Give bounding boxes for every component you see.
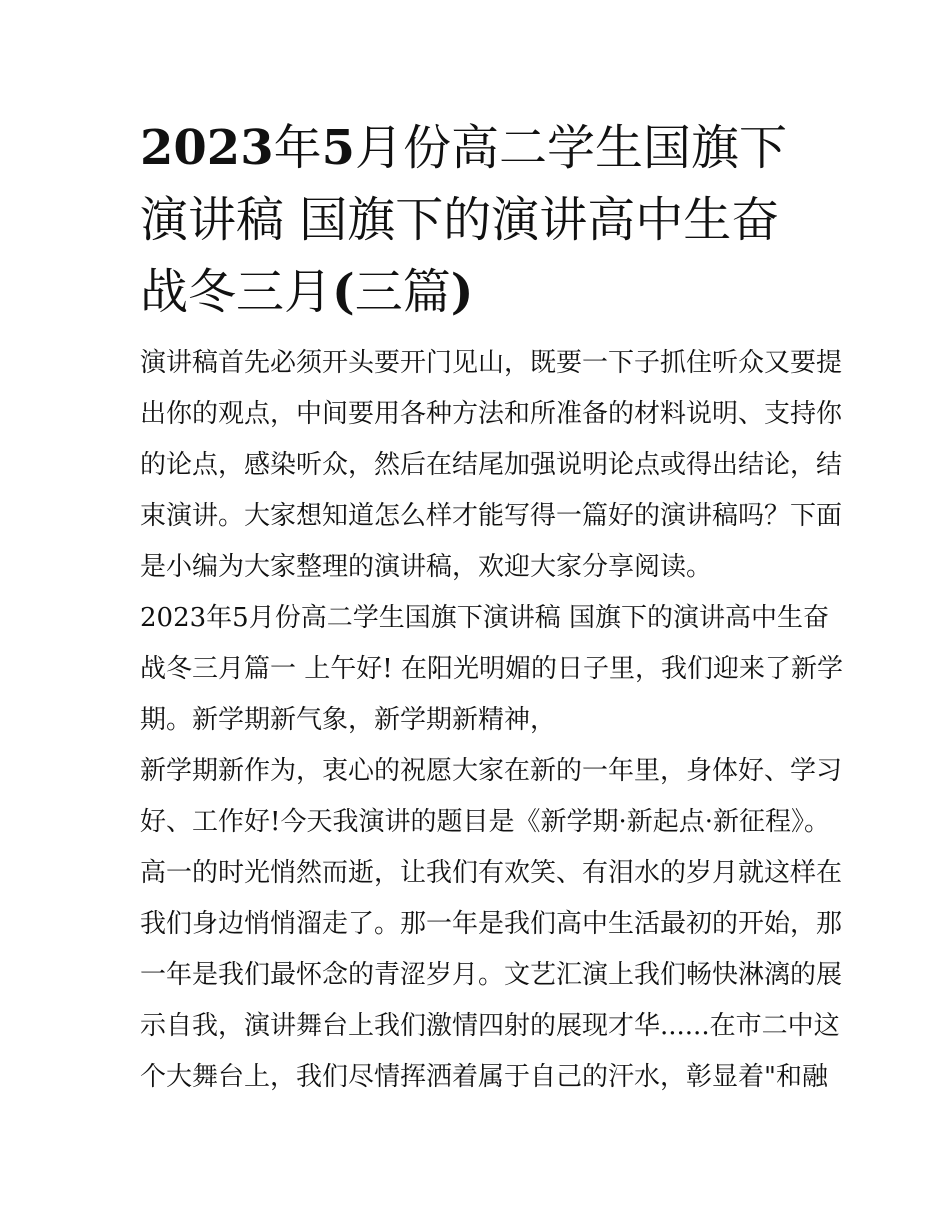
- body-line: 高一的时光悄然而逝，让我们有欢笑、有泪水的岁月就这样在: [140, 858, 843, 888]
- body-line: 一年是我们最怀念的青涩岁月。文艺汇演上我们畅快淋漓的展: [140, 960, 843, 990]
- body-line: 2023年5月份高二学生国旗下演讲稿 国旗下的演讲高中生奋: [140, 603, 829, 633]
- body-line: 演讲稿首先必须开头要开门见山，既要一下子抓住听众又要提: [140, 348, 843, 378]
- body-line: 出你的观点，中间要用各种方法和所准备的材料说明、支持你: [140, 399, 843, 429]
- title-line-2: 演讲稿 国旗下的演讲高中生奋: [140, 192, 780, 248]
- body-line: 束演讲。大家想知道怎么样才能写得一篇好的演讲稿吗？下面: [140, 501, 843, 531]
- body-line: 个大舞台上，我们尽情挥洒着属于自己的汗水，彰显着"和融: [140, 1062, 828, 1092]
- body-line: 是小编为大家整理的演讲稿，欢迎大家分享阅读。: [140, 552, 713, 582]
- document-title: [140, 112, 816, 328]
- title-line-1: 2023年5月份高二学生国旗下: [140, 120, 788, 176]
- body-line: 战冬三月篇一 上午好! 在阳光明媚的日子里，我们迎来了新学: [140, 654, 843, 684]
- body-line: 示自我，演讲舞台上我们激情四射的展现才华......在市二中这: [140, 1011, 840, 1041]
- document-page: [140, 112, 843, 1103]
- body-line: 好、工作好!今天我演讲的题目是《新学期·新起点·新征程》。: [140, 807, 830, 837]
- body-line: 我们身边悄悄溜走了。那一年是我们高中生活最初的开始，那: [140, 909, 843, 939]
- body-line: 的论点，感染听众，然后在结尾加强说明论点或得出结论，结: [140, 450, 843, 480]
- title-line-3: 战冬三月(三篇): [140, 264, 474, 320]
- body-line: 期。新学期新气象，新学期新精神，: [140, 705, 557, 735]
- document-body: [140, 338, 843, 1103]
- body-line: 新学期新作为，衷心的祝愿大家在新的一年里，身体好、学习: [140, 756, 843, 786]
